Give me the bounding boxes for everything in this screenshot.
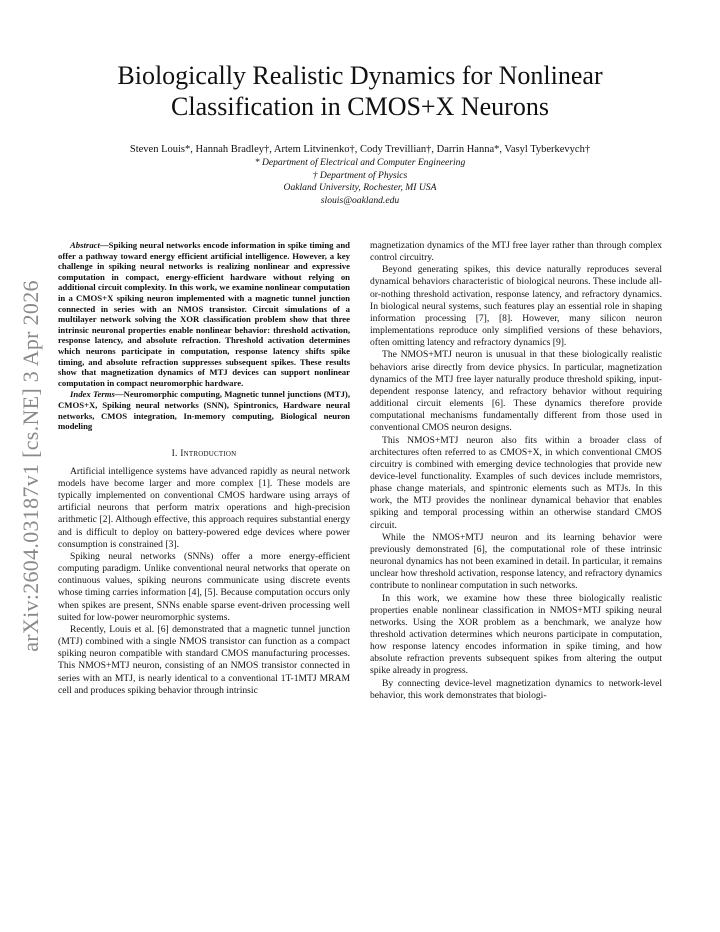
paragraph-continued: magnetization dynamics of the MTJ free layer rather than through complex control circuitry.	[370, 240, 662, 264]
paragraph: Spiking neural networks (SNNs) offer a more energy-efficient computing paradigm. Unlike conventional neural networks that operate on continuous values, spiking neurons communicate using discrete events whose timing carries information [4], [5]. Because computation occurs only when spikes are present, SNNs enable sparse event-driven processing well suited for low-power neuromorphic systems.	[58, 550, 350, 623]
paragraph: This NMOS+MTJ neuron also fits within a broader class of architectures often referred to as CMOS+X, in which conventional CMOS circuitry is combined with emerging device technologies that provide new device-level functionality. Examples of such devices include memristors, phase change materials, and spintronic elements such as MTJs. In this work, the MTJ provides the nonlinear dynamical behavior that enables spiking and temporal processing within an otherwise standard CMOS circuit.	[370, 434, 662, 531]
paper-title	[70, 60, 650, 122]
left-column	[58, 240, 350, 697]
abstract-lead: Abstract	[70, 240, 100, 250]
title-line-1: Biologically Realistic Dynamics for Nonlinear	[117, 61, 603, 90]
affiliation-physics: † Department of Physics	[312, 169, 408, 181]
section-heading	[58, 448, 350, 460]
paragraph: Beyond generating spikes, this device naturally reproduces several dynamical behaviors characteristic of biological neurons. These include all-or-nothing threshold activation, response latency, and refractory dynamics. In biological neural systems, such features play an essential role in shaping information processing [7], [8]. However, many silicon neuron implementations reproduce only simplified versions of these behaviors, often omitting latency and refractory dynamics [9].	[370, 264, 662, 349]
section-title: Introduction	[180, 447, 237, 459]
author-list: Steven Louis*, Hannah Bradley†, Artem Litvinenko†, Cody Trevillian†, Darrin Hanna*, Vasyl Tyberkevych†	[129, 144, 591, 155]
section-number: I.	[171, 447, 178, 459]
author-block	[60, 143, 660, 207]
title-line-2: Classification in CMOS+X Neurons	[171, 92, 549, 121]
affiliation-university: Oakland University, Rochester, MI USA	[283, 182, 437, 193]
paragraph: While the NMOS+MTJ neuron and its learning behavior were previously demonstrated [6], the computational role of these intrinsic neuronal dynamics has not been examined in detail. In particular, it remains unclear how threshold activation, response latency, and refractory dynamics contribute to nonlinear computation in such networks.	[370, 531, 662, 592]
paragraph: Artificial intelligence systems have advanced rapidly as neural network models have become larger and more complex [1]. These models are typically implemented on conventional CMOS hardware using arrays of artificial neurons that perform matrix operations and high-precision arithmetic [2]. Although effective, this approach requires substantial energy and is difficult to deploy on battery-powered edge devices where power consumption is constrained [3].	[58, 465, 350, 550]
abstract	[58, 240, 350, 388]
arxiv-stamp: arXiv:2604.03187v1 [cs.NE] 3 Apr 2026	[18, 280, 43, 652]
index-terms-lead: Index Terms	[70, 389, 115, 400]
paragraph: In this work, we examine how these three biologically realistic properties enable nonlinear classification in NMOS+MTJ spiking neural networks. Using the XOR problem as a benchmark, we analyze how threshold activation determines which neurons participate in computation, how response latency encodes information in spike timing, and how absolute refraction prevents subsequent spikes from altering the output spike already in progress.	[370, 592, 662, 677]
index-terms-text: —Neuromorphic computing, Magnetic tunnel junctions (MTJ), CMOS+X, Spiking neural networks (SNN), Spintronics, Hardware neural networks, CMOS integration, In-memory computing, Biological neuron modeling	[58, 389, 351, 432]
paragraph: Recently, Louis et al. [6] demonstrated that a magnetic tunnel junction (MTJ) combined with a single NMOS transistor can function as a compact spiking neuron compatible with standard CMOS manufacturing processes. This NMOS+MTJ neuron, consisting of an NMOS transistor connected in series with an MTJ, is nearly identical to a conventional 1T-1MTJ MRAM cell and produces spiking behavior through intrinsic	[58, 623, 350, 696]
right-column	[370, 240, 662, 702]
affiliation-ece: * Department of Electrical and Computer Engineering	[254, 157, 466, 168]
author-email[interactable]: slouis@oakland.edu	[320, 194, 400, 206]
abstract-text: —Spiking neural networks encode information in spike timing and offer a pathway toward energy efficient artificial intelligence. However, a key challenge in spiking neural networks is realizing nonlinear and expressive computation in compact, energy-efficient hardware without relying on additional circuit complexity. In this work, we examine nonlinear computation in a CMOS+X spiking neuron implemented with a magnetic tunnel junction connected in series with an NMOS transistor. Circuit simulations of a multilayer network solving the XOR classification problem show that three intrinsic neuronal properties enable nonlinear behavior: threshold activation, response latency, and absolute refraction. Threshold activation determines which neurons participate in computation, response latency shifts spike timing, and absolute refraction suppresses subsequent spikes. These results show that magnetization dynamics of MTJ devices can support nonlinear computation in compact neuromorphic hardware.	[58, 240, 350, 388]
index-terms	[58, 389, 350, 431]
paragraph: The NMOS+MTJ neuron is unusual in that these biologically realistic behaviors arise directly from device physics. In particular, magnetization dynamics of the MTJ free layer naturally produce threshold spiking, input-dependent response latency, and refractory behavior without requiring additional circuit elements [6]. These dynamics therefore provide computational mechanisms fundamentally different from those used in conventional CMOS neuron designs.	[370, 349, 662, 434]
paragraph: By connecting device-level magnetization dynamics to network-level behavior, this work demonstrates that biologi-	[370, 677, 662, 701]
